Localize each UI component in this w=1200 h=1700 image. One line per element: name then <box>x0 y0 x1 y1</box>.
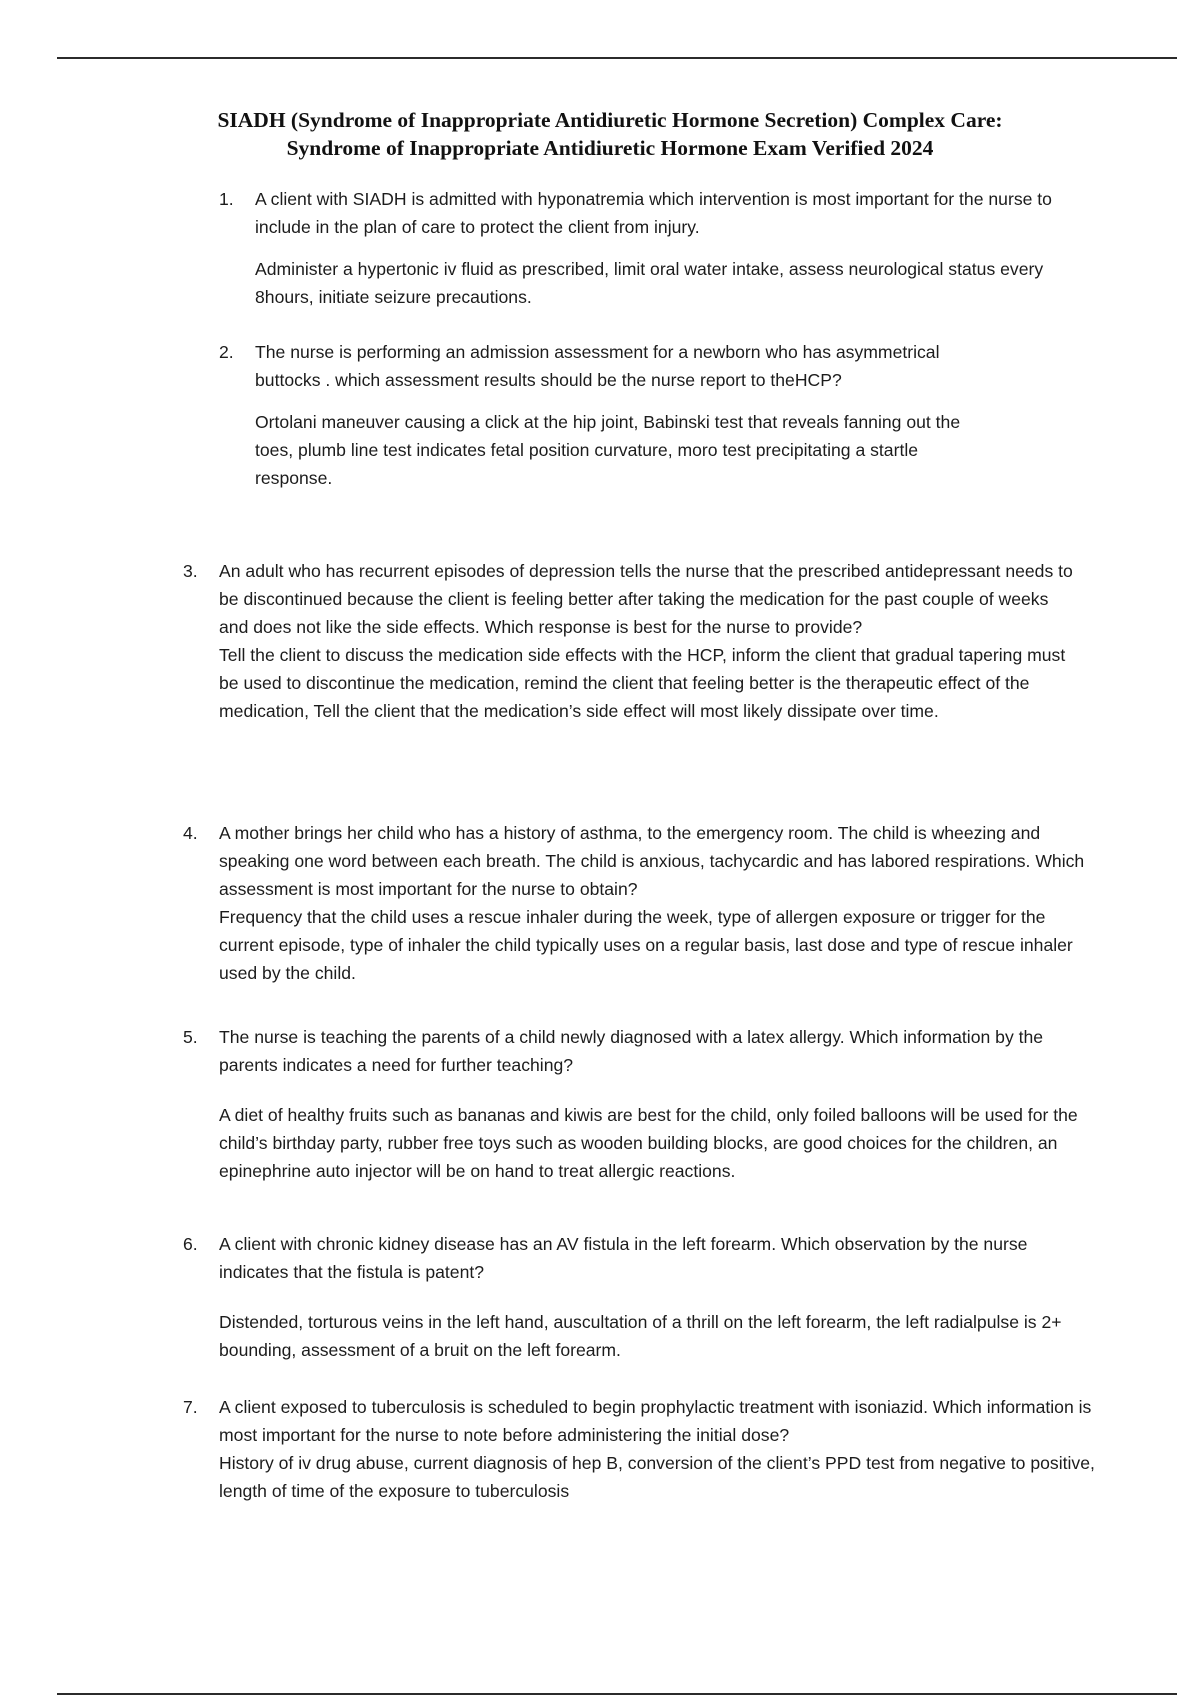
title-line-2: Syndrome of Inappropriate Antidiuretic Hormone Exam Verified 2024 <box>286 136 934 160</box>
question-number: 4. <box>183 823 198 843</box>
question-item-2 <box>219 338 985 492</box>
question-text: A client exposed to tuberculosis is scheduled to begin prophylactic treatment with isoniazid. Which information is most important for the nurse to note before administering the initial dose? <box>219 1397 1092 1445</box>
question-item-7 <box>183 1393 1099 1505</box>
question-number: 7. <box>183 1397 198 1417</box>
question-item-5 <box>183 1023 1099 1185</box>
question-text: A client with chronic kidney disease has an AV fistula in the left forearm. Which observation by the nurse indicates that the fistula is patent? <box>219 1234 1028 1282</box>
top-divider <box>57 57 1177 59</box>
answer-text: Frequency that the child uses a rescue inhaler during the week, type of allergen exposure or trigger for the current episode, type of inhaler the child typically uses on a regular basis, last dose and type of rescue inhaler used by the child. <box>219 907 1073 983</box>
question-number: 6. <box>183 1234 198 1254</box>
document-title <box>160 106 1060 162</box>
question-item-6 <box>183 1230 1099 1364</box>
answer-text: Ortolani maneuver causing a click at the hip joint, Babinski test that reveals fanning out the toes, plumb line test indicates fetal position curvature, moro test precipitating a startle response. <box>255 412 961 488</box>
answer-text: Administer a hypertonic iv fluid as prescribed, limit oral water intake, assess neurological status every 8hours, initiate seizure precautions. <box>255 259 1044 307</box>
answer-text: Tell the client to discuss the medication side effects with the HCP, inform the client that gradual tapering must be used to discontinue the medication, remind the client that feeling better is the therapeutic effect of the medication, Tell the client that the medication’s side effect will most likely dissipate over time. <box>219 645 1066 721</box>
title-line-1: SIADH (Syndrome of Inappropriate Antidiuretic Hormone Secretion) Complex Care: <box>217 108 1003 132</box>
question-number: 2. <box>219 342 234 362</box>
answer-text: Distended, torturous veins in the left hand, auscultation of a thrill on the left forearm, the left radialpulse is 2+ bounding, assessment of a bruit on the left forearm. <box>219 1312 1062 1360</box>
question-text: The nurse is teaching the parents of a child newly diagnosed with a latex allergy. Which information by the parents indicates a need for further teaching? <box>219 1027 1044 1075</box>
question-text: An adult who has recurrent episodes of depression tells the nurse that the prescribed antidepressant needs to be discontinued because the client is feeling better after taking the medication for the past couple of weeks and does not like the side effects. Which response is best for the nurse to provide? <box>219 561 1073 637</box>
question-text: The nurse is performing an admission assessment for a newborn who has asymmetrical buttocks . which assessment results should be the nurse report to theHCP? <box>255 342 940 390</box>
question-number: 5. <box>183 1027 198 1047</box>
question-item-4 <box>183 819 1099 987</box>
bottom-divider <box>57 1693 1177 1695</box>
question-number: 1. <box>219 189 234 209</box>
question-number: 3. <box>183 561 198 581</box>
question-item-1 <box>219 185 1055 311</box>
answer-text: A diet of healthy fruits such as bananas and kiwis are best for the child, only foiled balloons will be used for the child’s birthday party, rubber free toys such as wooden building blocks, are good choices for the children, an epinephrine auto injector will be on hand to treat allergic reactions. <box>219 1105 1078 1181</box>
question-text: A mother brings her child who has a history of asthma, to the emergency room. The child is wheezing and speaking one word between each breath. The child is anxious, tachycardic and has labored respirations. Which assessment is most important for the nurse to obtain? <box>219 823 1085 899</box>
question-text: A client with SIADH is admitted with hyponatremia which intervention is most important for the nurse to include in the plan of care to protect the client from injury. <box>255 189 1052 237</box>
answer-text: History of iv drug abuse, current diagnosis of hep B, conversion of the client’s PPD test from negative to positive, length of time of the exposure to tuberculosis <box>219 1453 1095 1501</box>
question-item-3 <box>183 557 1079 725</box>
